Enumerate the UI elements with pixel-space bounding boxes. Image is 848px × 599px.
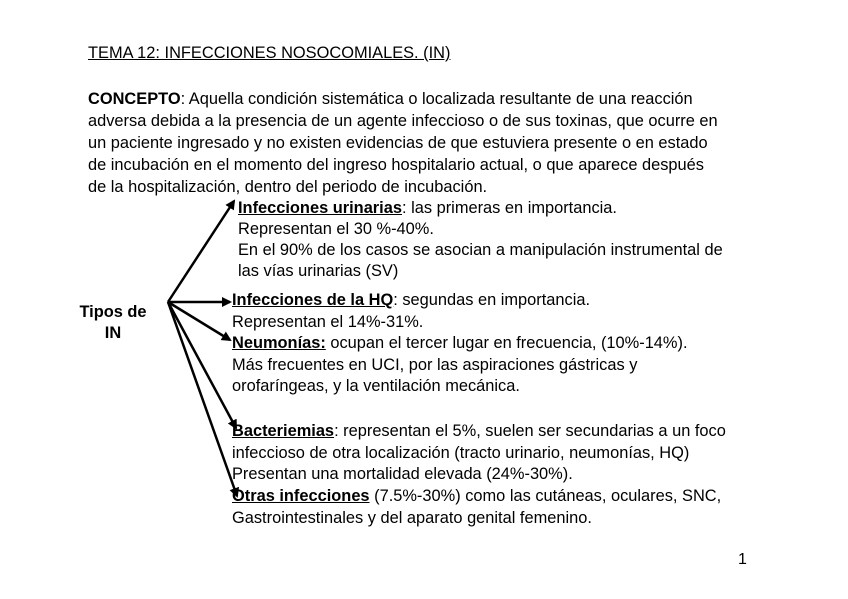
bacteriemias-line-3: Presentan una mortalidad elevada (24%-30%). xyxy=(232,465,573,483)
bacteriemias-line-1 xyxy=(232,421,726,442)
hq-text: : segundas en importancia. xyxy=(393,291,591,309)
neumonias-line-3: orofaríngeas, y la ventilación mecánica. xyxy=(232,377,520,395)
concepto-line-4: de incubación en el momento del ingreso hospitalario actual, o que aparece después xyxy=(88,156,704,174)
concepto-line-3: un paciente ingresado y no existen evidencias de que estuviera presente o en estado xyxy=(88,134,708,152)
otras-line-1 xyxy=(232,486,721,507)
concepto-line-5: de la hospitalización, dentro del periodo de incubación. xyxy=(88,178,488,196)
neumonias-text: ocupan el tercer lugar en frecuencia, (10%-14%). xyxy=(325,334,688,352)
urinarias-line-4: las vías urinarias (SV) xyxy=(238,262,399,280)
urinarias-line-2: Representan el 30 %-40%. xyxy=(238,220,434,238)
hq-line-2: Representan el 14%-31%. xyxy=(232,313,424,331)
urinarias-label: Infecciones urinarias xyxy=(238,199,402,217)
otras-label: Otras infecciones xyxy=(232,487,370,505)
urinarias-line-1 xyxy=(238,198,617,219)
otras-line-2: Gastrointestinales y del aparato genital femenino. xyxy=(232,509,592,527)
urinarias-line-3: En el 90% de los casos se asocian a manipulación instrumental de xyxy=(238,241,723,259)
neumonias-line-1 xyxy=(232,333,688,354)
hq-line-1 xyxy=(232,290,590,311)
tipos-label-line-1: Tipos de xyxy=(79,303,147,321)
concepto-text-1: : Aquella condición sistemática o localizada resultante de una reacción xyxy=(180,90,693,108)
urinarias-text: : las primeras en importancia. xyxy=(401,199,617,217)
page-number: 1 xyxy=(738,551,747,568)
tipos-label-line-2: IN xyxy=(104,324,122,342)
page-title: TEMA 12: INFECCIONES NOSOCOMIALES. (IN) xyxy=(88,44,451,62)
neumonias-label: Neumonías: xyxy=(232,334,326,352)
arrow-to-otras xyxy=(168,302,237,496)
otras-text: (7.5%-30%) como las cutáneas, oculares, SNC, xyxy=(369,487,722,505)
bacteriemias-text: : representan el 5%, suelen ser secundarias a un foco xyxy=(334,422,726,440)
arrow-to-urinarias xyxy=(168,201,234,302)
hq-label: Infecciones de la HQ xyxy=(232,291,394,309)
concepto-label: CONCEPTO xyxy=(88,90,181,108)
concepto-line-2: adversa debida a la presencia de un agente infeccioso o de sus toxinas, que ocurre en xyxy=(88,112,718,130)
bacteriemias-label: Bacteriemias xyxy=(232,422,335,440)
arrow-to-bacteriemias xyxy=(168,302,236,428)
neumonias-line-2: Más frecuentes en UCI, por las aspiraciones gástricas y xyxy=(232,356,638,374)
bacteriemias-line-2: infeccioso de otra localización (tracto urinario, neumonías, HQ) xyxy=(232,444,690,462)
